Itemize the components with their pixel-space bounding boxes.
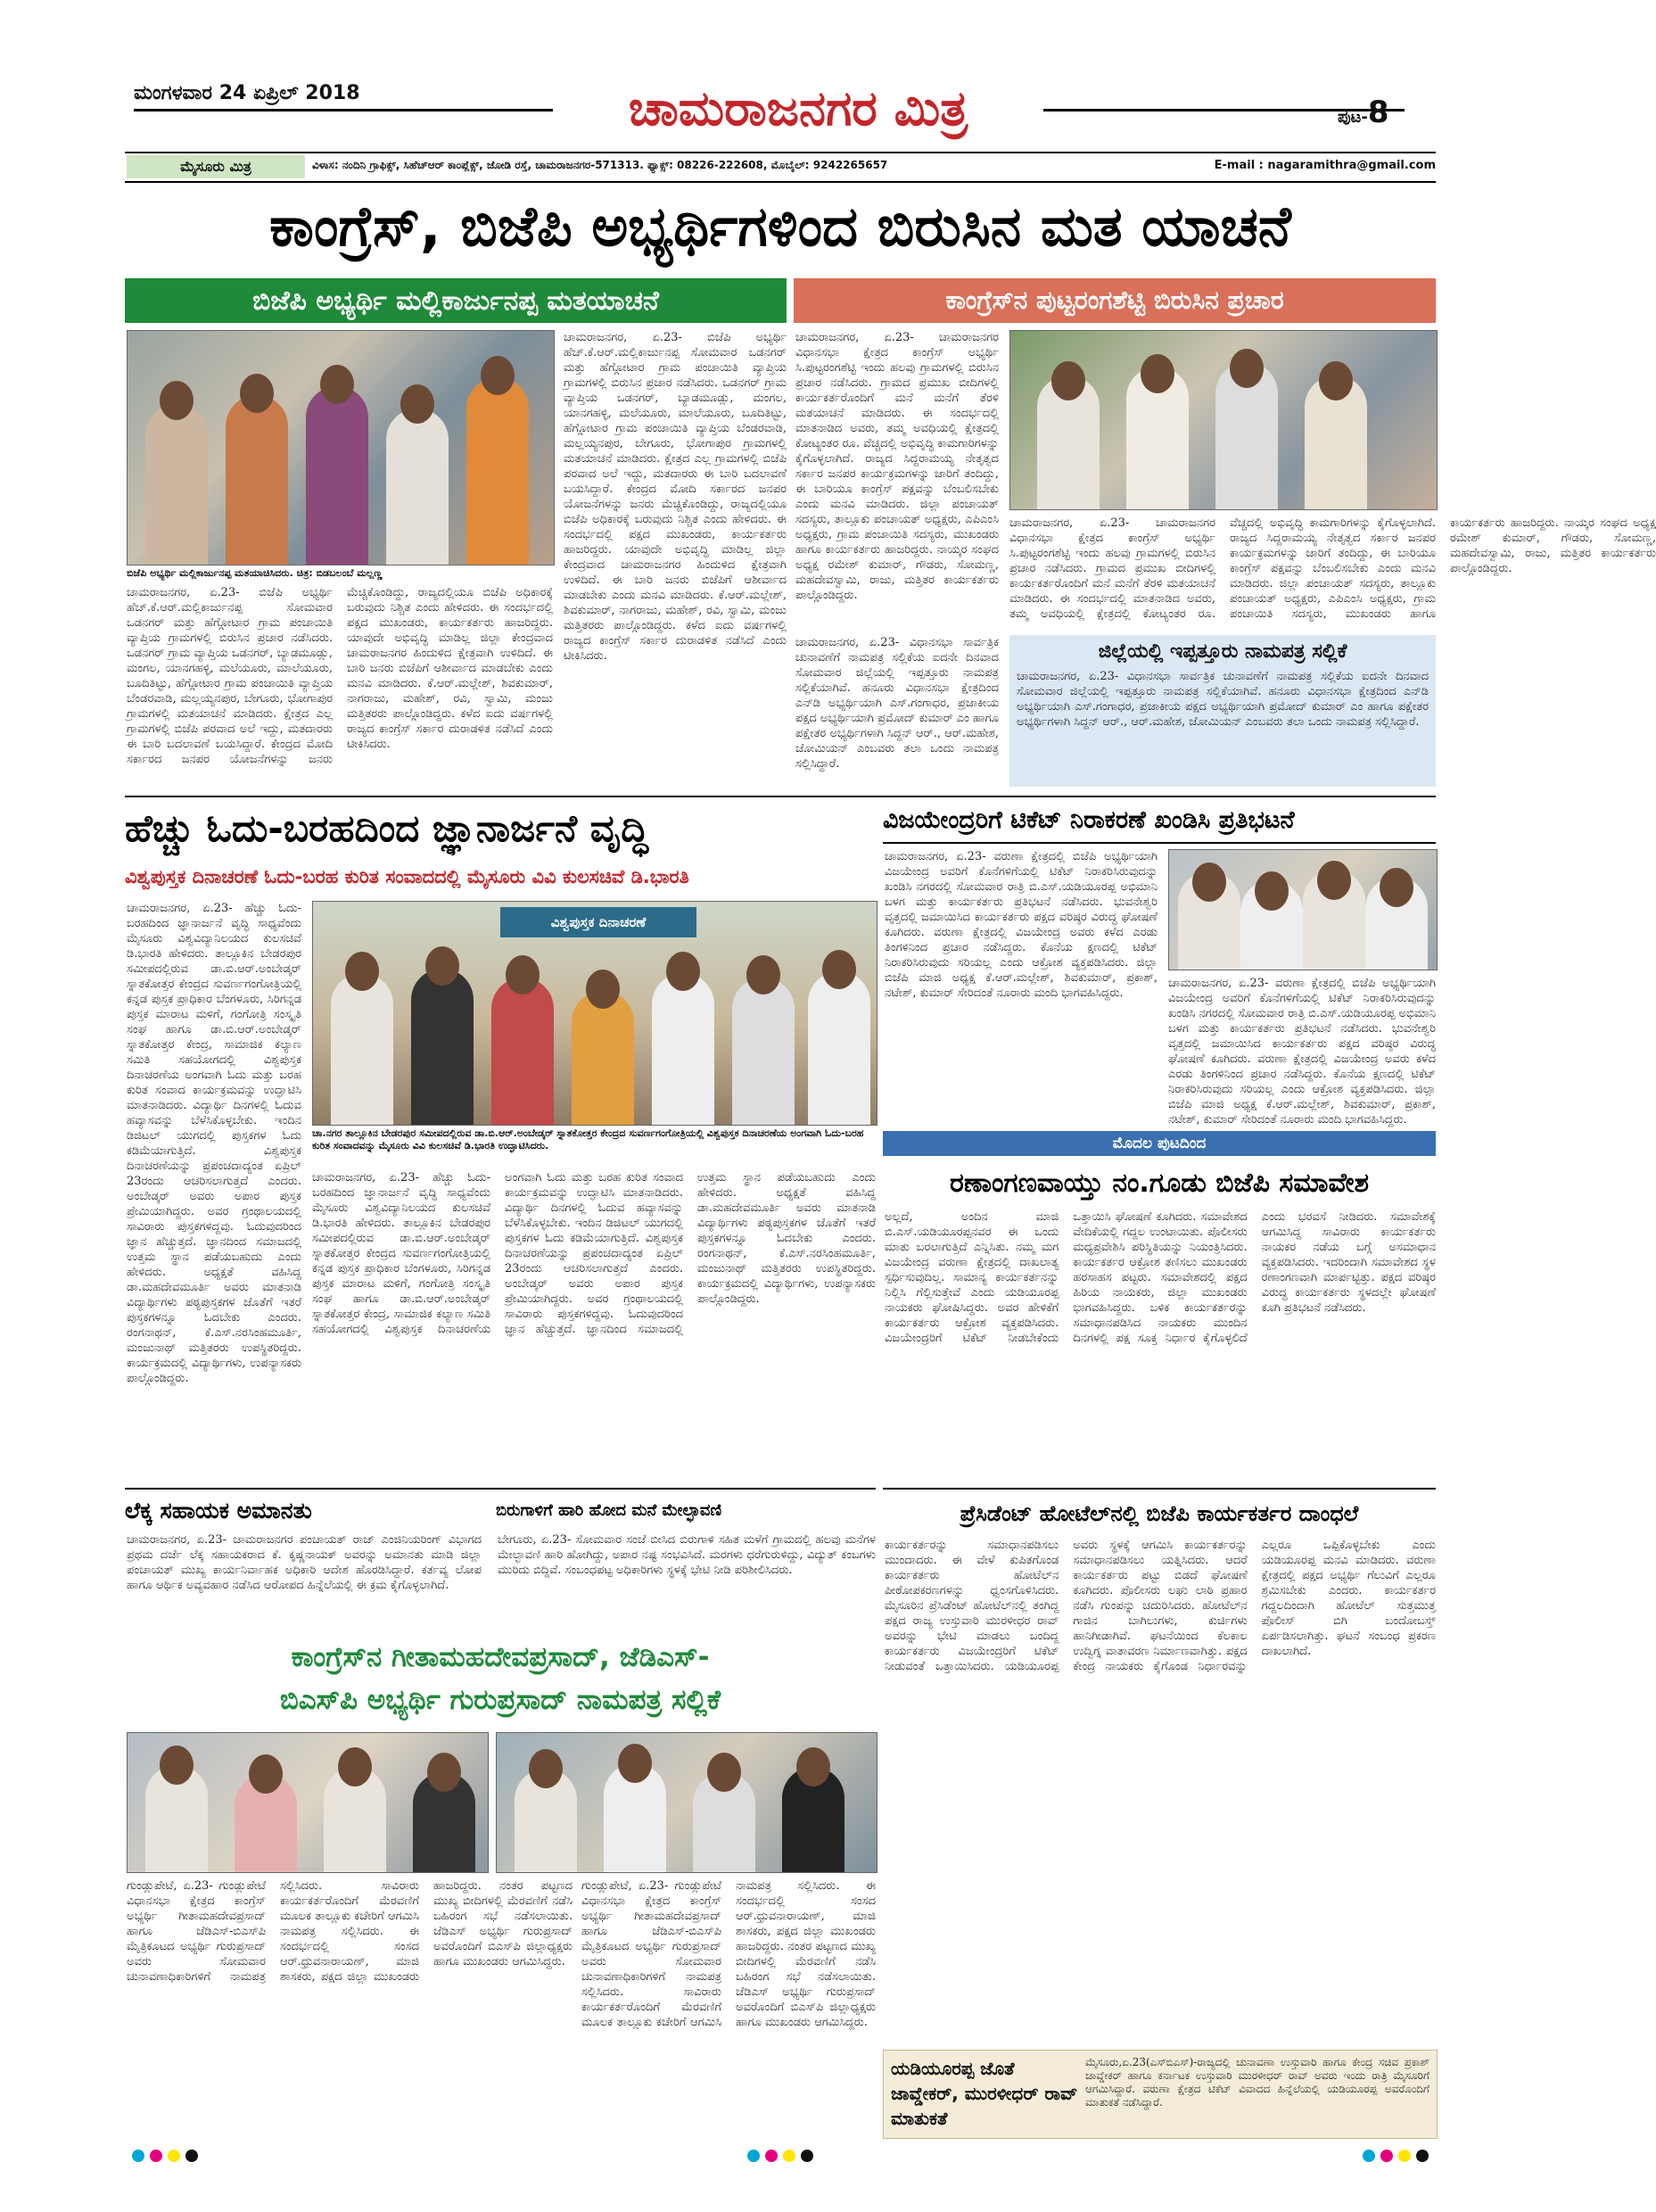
lead-left-body-b: ಚಾಮರಾಜನಗರ, ಏ.23- ಬಿಜೆಪಿ ಅಭ್ಯರ್ಥಿ ಹೆಚ್.ಕೆ.ಆರ್.ಮಲ್ಲಿಕಾರ್ಜುನಪ್ಪ ಸೋಮವಾರ ಒಡನಗರ್ ಮತ್ತು ಹೆಗ್ಗೋಟಾರ ಗ್ರಾಮ ಪಂಚಾಯಿತಿ ವ್ಯಾಪ್ತಿಯ ಗ್ರಾಮಗಳಲ್ಲಿ ಬಿರುಸಿನ ಪ್ರಚಾರ ನಡೆಸಿದರು. ಒಡನಗರ್ ಗ್ರಾಮ ವ್ಯಾಪ್ತಿಯ ಒಡನಗರ್, ಬ್ಯಾಡಮೂಡ್ಲು, ಮಂಗಲ, ಯಾನಗಹಳ್ಳಿ, ಮಲೆಯೂರು, ಮಾಲೆಯೂರು, ಬೂದಿತಿಟ್ಟು, ಹೆಗ್ಗೋಟಾರ ಗ್ರಾಮ ಪಂಚಾಯಿತಿ ವ್ಯಾಪ್ತಿಯ ಬೆಂಡರವಾಡಿ, ಮಲ್ಲಯ್ಯನಪುರ, ಬೇಗೂರು, ಭೋಗಾಪುರ ಗ್ರಾಮಗಳಲ್ಲಿ ಮತಯಾಚನೆ ಮಾಡಿದರು. ಕ್ಷೇತ್ರದ ಎಲ್ಲ ಗ್ರಾಮಗಳಲ್ಲಿ ಬಿಜೆಪಿ ಪರವಾದ ಅಲೆ ಇದ್ದು, ಮತದಾರರು ಈ ಬಾರಿ ಬದಲಾವಣೆ ಬಯಸಿದ್ದಾರೆ. ಕೇಂದ್ರದ ಮೋದಿ ಸರ್ಕಾರದ ಜನಪರ ಯೋಜನೆಗಳನ್ನು ಜನರು ಮೆಚ್ಚಿಕೊಂಡಿದ್ದು, ರಾಜ್ಯದಲ್ಲಿಯೂ ಬಿಜೆಪಿ ಅಧಿಕಾರಕ್ಕೆ ಬರುವುದು ನಿಶ್ಚಿತ ಎಂದು ಹೇಳಿದರು. ಈ ಸಂದರ್ಭದಲ್ಲಿ ಪಕ್ಷದ ಮುಖಂಡರು, ಕಾರ್ಯಕರ್ತರು ಹಾಜರಿದ್ದರು. ಯಾವುದೇ ಅಭಿವೃದ್ಧಿ ಮಾಡಿಲ್ಲ ಜಿಲ್ಲಾ ಕೇಂದ್ರವಾದ ಚಾಮರಾಜನಗರ ಹಿಂದುಳಿದ ಕ್ಷೇತ್ರವಾಗಿ ಉಳಿದಿದೆ. ಈ ಬಾರಿ ಜನರು ಬಿಜೆಪಿಗೆ ಆಶೀರ್ವಾದ ಮಾಡಬೇಕು ಎಂದು ಮನವಿ ಮಾಡಿದರು. ಕೆ.ಆರ್.ಮಲ್ಲೇಶ್, ಶಿವಕುಮಾರ್, ನಾಗರಾಜು, ಮಹೇಶ್, ರವಿ, ಸ್ವಾಮಿ, ಮಂಜು ಮತ್ತಿತರರು ಪಾಲ್ಗೊಂಡಿದ್ದರು. ಕಳೆದ ಐದು ವರ್ಷಗಳಲ್ಲಿ ರಾಜ್ಯದ ಕಾಂಗ್ರೆಸ್ ಸರ್ಕಾರ ದುರಾಡಳಿತ ನಡೆಸಿದೆ ಎಂದು ಟೀಕಿಸಿದರು. [564,331,787,663]
geetha-photo-left [127,1732,489,1873]
nominations-body-left: ಚಾಮರಾಜನಗರ, ಏ.23- ವಿಧಾನಸಭಾ ಸಾರ್ವತ್ರಿಕ ಚುನಾವಣೆಗೆ ನಾಮಪತ್ರ ಸಲ್ಲಿಕೆಯ ಐದನೇ ದಿನವಾದ ಸೋಮವಾರ ಜಿಲ್ಲೆಯಲ್ಲಿ ಇಪ್ಪತ್ತೂರು ನಾಮಪತ್ರ ಸಲ್ಲಿಕೆಯಾಗಿವೆ. ಹನೂರು ವಿಧಾನಸಭಾ ಕ್ಷೇತ್ರದಿಂದ ಎನ್‌ಡಿ ಅಭ್ಯರ್ಥಿಯಾಗಿ ಎಸ್.ಗಂಗಾಧರ, ಪ್ರಜಾಕೀಯ ಪಕ್ಷದ ಅಭ್ಯರ್ಥಿಯಾಗಿ ಪ್ರಮೋದ್ ಕುಮಾರ್ ಎಂ ಹಾಗೂ ಪಕ್ಷೇತರ ಅಭ್ಯರ್ಥಿಗಳಾಗಿ ಸಿದ್ದನ್ ಆರ್., ಆರ್.ಮಹೇಶ, ಜೋಮಿಯನ್ ಎಂಬವರು ತಲಾ ಒಂದು ನಾಮಪತ್ರ ಸಲ್ಲಿಸಿದ್ದಾರೆ. [795,636,999,771]
lead-left-photo [127,330,555,565]
short2-body: ಬೇಗೂರು, ಏ.23- ಸೋಮವಾರ ಸಂಜೆ ಬೀಸಿದ ಬಿರುಗಾಳಿ ಸಹಿತ ಮಳೆಗೆ ಗ್ರಾಮದಲ್ಲಿ ಹಲವು ಮನೆಗಳ ಮೇಲ್ಛಾವಣಿ ಹಾರಿ ಹೋಗಿದ್ದು, ಅಪಾರ ನಷ್ಟ ಸಂಭವಿಸಿದೆ. ಮರಗಳು ಧರೆಗುರುಳಿದ್ದು, ವಿದ್ಯುತ್ ಕಂಬಗಳು ಮುರಿದು ಬಿದ್ದಿವೆ. ಸಂಬಂಧಪಟ್ಟ ಅಧಿಕಾರಿಗಳು ಸ್ಥಳಕ್ಕೆ ಭೇಟಿ ನೀಡಿ ಪರಿಶೀಲಿಸಿದರು. [498,1533,876,1577]
short2-headline: ಬಿರುಗಾಳಿಗೆ ಹಾರಿ ಹೋದ ಮನೆ ಮೇಲ್ಛಾವಣಿ [496,1501,722,1520]
reading-photo [312,901,877,1126]
hotel-headline: ಪ್ರೆಸಿಡೆಂಟ್ ಹೋಟೆಲ್‌ನಲ್ಲಿ ಬಿಜೆಪಿ ಕಾರ್ಯಕರ್ತರ ದಾಂಧಲೆ [960,1501,1359,1526]
hotel-body: ಕಾರ್ಯಕರ್ತರನ್ನು ಸಮಾಧಾನಪಡಿಸಲು ಮುಂದಾದರು. ಈ ವೇಳೆ ಕುಪಿತಗೊಂಡ ಕಾರ್ಯಕರ್ತರು ಹೋಟೆಲ್‌ನ ಪೀಠೋಪಕರಣಗಳನ್ನು ಧ್ವಂಸಗೊಳಿಸಿದರು. ಮೈಸೂರಿನ ಪ್ರೆಸಿಡೆಂಟ್ ಹೋಟೆಲ್‌ನಲ್ಲಿ ತಂಗಿದ್ದ ಪಕ್ಷದ ರಾಜ್ಯ ಉಸ್ತುವಾರಿ ಮುರಳೀಧರ ರಾವ್ ಅವರನ್ನು ಭೇಟಿ ಮಾಡಲು ಬಂದಿದ್ದ ಕಾರ್ಯಕರ್ತರು ವಿಜಯೇಂದ್ರರಿಗೆ ಟಿಕೆಟ್ ನೀಡುವಂತೆ ಒತ್ತಾಯಿಸಿದರು. ಯಡಿಯೂರಪ್ಪ ಅವರು ಸ್ಥಳಕ್ಕೆ ಆಗಮಿಸಿ ಕಾರ್ಯಕರ್ತರನ್ನು ಸಮಾಧಾನಪಡಿಸಲು ಯತ್ನಿಸಿದರು. ಆದರೆ ಕಾರ್ಯಕರ್ತರು ಪಟ್ಟು ಬಿಡದೆ ಘೋಷಣೆ ಕೂಗಿದರು. ಪೊಲೀಸರು ಲಘು ಲಾಠಿ ಪ್ರಹಾರ ನಡೆಸಿ ಗುಂಪನ್ನು ಚದುರಿಸಿದರು. ಹೋಟೆಲ್‌ನ ಗಾಜಿನ ಬಾಗಿಲುಗಳು, ಕುರ್ಚಿಗಳು ಹಾನಿಗೀಡಾಗಿವೆ. ಘಟನೆಯಿಂದ ಕೆಲಕಾಲ ಉದ್ವಿಗ್ನ ವಾತಾವರಣ ನಿರ್ಮಾಣವಾಗಿತ್ತು. ಪಕ್ಷದ ಕೇಂದ್ರ ನಾಯಕರು ಕೈಗೊಂಡ ನಿರ್ಧಾರವನ್ನು ಎಲ್ಲರೂ ಒಪ್ಪಿಕೊಳ್ಳಬೇಕು ಎಂದು ಯಡಿಯೂರಪ್ಪ ಮನವಿ ಮಾಡಿದರು. ವರುಣಾ ಕ್ಷೇತ್ರದಲ್ಲಿ ಪಕ್ಷದ ಅಭ್ಯರ್ಥಿ ಗೆಲುವಿಗೆ ಎಲ್ಲರೂ ಶ್ರಮಿಸಬೇಕು ಎಂದರು. ಕಾರ್ಯಕರ್ತರ ಗದ್ದಲದಿಂದಾಗಿ ಹೋಟೆಲ್ ಸುತ್ತಮುತ್ತ ಪೊಲೀಸ್ ಬಿಗಿ ಬಂದೋಬಸ್ತ್ ಏರ್ಪಡಿಸಲಾಗಿತ್ತು. ಘಟನೆ ಸಂಬಂಧ ಪ್ರಕರಣ ದಾಖಲಾಗಿದೆ. [885,1539,1436,1673]
bottom-body: ಮೈಸೂರು,ಏ.23(ಎಸ್‌ಬಿಎಸ್)-ರಾಜ್ಯದಲ್ಲಿ ಚುನಾವಣಾ ಉಸ್ತುವಾರಿ ಹಾಗೂ ಕೇಂದ್ರ ಸಚಿವ ಪ್ರಕಾಶ್ ಜಾವ್ಡೇಕರ್ ಹಾಗೂ ಕರ್ನಾಟಕ ಉಸ್ತುವಾರಿ ಮುರಳೀಧರ್ ರಾವ್ ಅವರು ಇಂದು ರಾತ್ರಿ ಮೈಸೂರಿಗೆ ಆಗಮಿಸಿದ್ದಾರೆ. ವರುಣಾ ಕ್ಷೇತ್ರದ ಟಿಕೆಟ್ ವಿವಾದದ ಹಿನ್ನೆಲೆಯಲ್ಲಿ ಯಡಿಯೂರಪ್ಪ ಅವರೊಂದಿಗೆ ಮಾತುಕತೆ ನಡೆಸಿದ್ದಾರೆ. [1085,2056,1429,2109]
reading-caption: ಚಾ.ನಗರ ತಾಲ್ಲೂಕಿನ ಬೇಡರಪುರ ಸಮೀಪದಲ್ಲಿರುವ ಡಾ.ಬಿ.ಆರ್.ಅಂಬೇಡ್ಕರ್ ಸ್ನಾತಕೋತ್ತರ ಕೇಂದ್ರದ ಸುವರ್ಣಗಂಗೋತ್ರಿಯಲ್ಲಿ ವಿಶ್ವಪುಸ್ತಕ ದಿನಾಚರಣೆಯ ಅಂಗವಾಗಿ ಓದು-ಬರಹ ಕುರಿತ ಸಂವಾದವನ್ನು ಮೈಸೂರು ವಿವಿ ಕುಲಸಚಿವೆ ಡಿ.ಭಾರತಿ ಉದ್ಘಾಟಿಸಿದರು. [312,1127,864,1151]
edition-tag: ಮೈಸೂರು ಮಿತ್ರ [127,155,305,178]
nominations-body: ಚಾಮರಾಜನಗರ, ಏ.23- ವಿಧಾನಸಭಾ ಸಾರ್ವತ್ರಿಕ ಚುನಾವಣೆಗೆ ನಾಮಪತ್ರ ಸಲ್ಲಿಕೆಯ ಐದನೇ ದಿನವಾದ ಸೋಮವಾರ ಜಿಲ್ಲೆಯಲ್ಲಿ ಇಪ್ಪತ್ತೂರು ನಾಮಪತ್ರ ಸಲ್ಲಿಕೆಯಾಗಿವೆ. ಹನೂರು ವಿಧಾನಸಭಾ ಕ್ಷೇತ್ರದಿಂದ ಎನ್‌ಡಿ ಅಭ್ಯರ್ಥಿಯಾಗಿ ಎಸ್.ಗಂಗಾಧರ, ಪ್ರಜಾಕೀಯ ಪಕ್ಷದ ಅಭ್ಯರ್ಥಿಯಾಗಿ ಪ್ರಮೋದ್ ಕುಮಾರ್ ಎಂ ಹಾಗೂ ಪಕ್ಷೇತರ ಅಭ್ಯರ್ಥಿಗಳಾಗಿ ಸಿದ್ದನ್ ಆರ್., ಆರ್.ಮಹೇಶ, ಜೋಮಿಯನ್ ಎಂಬವರು ತಲಾ ಒಂದು ನಾಮಪತ್ರ ಸಲ್ಲಿಸಿದ್ದಾರೆ. [1017,670,1429,729]
info-rule-top [125,152,1436,153]
protest-body-a: ಚಾಮರಾಜನಗರ, ಏ.23- ವರುಣಾ ಕ್ಷೇತ್ರದಲ್ಲಿ ಬಿಜೆಪಿ ಅಭ್ಯರ್ಥಿಯಾಗಿ ವಿಜಯೇಂದ್ರ ಅವರಿಗೆ ಕೊನೆಗಳಿಗೆಯಲ್ಲಿ ಟಿಕೆಟ್ ನಿರಾಕರಿಸಿರುವುದನ್ನು ಖಂಡಿಸಿ ನಗರದಲ್ಲಿ ಸೋಮವಾರ ರಾತ್ರಿ ಬಿ.ಎಸ್.ಯಡಿಯೂರಪ್ಪ ಅಭಿಮಾನಿ ಬಳಗ ಮತ್ತು ಕಾರ್ಯಕರ್ತರು ಪ್ರತಿಭಟನೆ ನಡೆಸಿದರು. ಭುವನೇಶ್ವರಿ ವೃತ್ತದಲ್ಲಿ ಜಮಾಯಿಸಿದ ಕಾರ್ಯಕರ್ತರು ಪಕ್ಷದ ವರಿಷ್ಠರ ವಿರುದ್ಧ ಘೋಷಣೆ ಕೂಗಿದರು. ವರುಣಾ ಕ್ಷೇತ್ರದಲ್ಲಿ ವಿಜಯೇಂದ್ರ ಅವರು ಕಳೆದ ಎರಡು ತಿಂಗಳಿನಿಂದ ಪ್ರಚಾರ ನಡೆಸಿದ್ದರು. ಕೊನೆಯ ಕ್ಷಣದಲ್ಲಿ ಟಿಕೆಟ್ ನಿರಾಕರಿಸಿರುವುದು ಸರಿಯಲ್ಲ ಎಂದು ಆಕ್ರೋಶ ವ್ಯಕ್ತಪಡಿಸಿದರು. ಜಿಲ್ಲಾ ಬಿಜೆಪಿ ಮಾಜಿ ಅಧ್ಯಕ್ಷ ಕೆ.ಆರ್.ಮಲ್ಲೇಶ್, ಶಿವಕುಮಾರ್, ಪ್ರಕಾಶ್, ನಟೇಶ್, ಕುಮಾರ್ ಸೇರಿದಂತೆ ನೂರಾರು ಮಂದಿ ಭಾಗವಹಿಸಿದ್ದರು. [885,850,1158,1000]
masthead-email: E-mail : nagaramithra@gmail.com [1214,159,1436,172]
lead-right-body-a: ಚಾಮರಾಜನಗರ, ಏ.23- ಚಾಮರಾಜನಗರ ವಿಧಾನಸಭಾ ಕ್ಷೇತ್ರದ ಕಾಂಗ್ರೆಸ್ ಅಭ್ಯರ್ಥಿ ಸಿ.ಪುಟ್ಟರಂಗಶೆಟ್ಟಿ ಇಂದು ಹಲವು ಗ್ರಾಮಗಳಲ್ಲಿ ಬಿರುಸಿನ ಪ್ರಚಾರ ನಡೆಸಿದರು. ಗ್ರಾಮದ ಪ್ರಮುಖ ಬೀದಿಗಳಲ್ಲಿ ಕಾರ್ಯಕರ್ತರೊಂದಿಗೆ ಮನೆ ಮನೆಗೆ ತೆರಳಿ ಮತಯಾಚನೆ ಮಾಡಿದರು. ಈ ಸಂದರ್ಭದಲ್ಲಿ ಮಾತನಾಡಿದ ಅವರು, ತಮ್ಮ ಅವಧಿಯಲ್ಲಿ ಕ್ಷೇತ್ರದಲ್ಲಿ ಕೋಟ್ಯಂತರ ರೂ. ವೆಚ್ಚದಲ್ಲಿ ಅಭಿವೃದ್ಧಿ ಕಾಮಗಾರಿಗಳನ್ನು ಕೈಗೊಳ್ಳಲಾಗಿದೆ. ರಾಜ್ಯದ ಸಿದ್ದರಾಮಯ್ಯ ನೇತೃತ್ವದ ಸರ್ಕಾರ ಜನಪರ ಕಾರ್ಯಕ್ರಮಗಳನ್ನು ಜಾರಿಗೆ ತಂದಿದ್ದು, ಈ ಬಾರಿಯೂ ಕಾಂಗ್ರೆಸ್ ಪಕ್ಷವನ್ನು ಬೆಂಬಲಿಸಬೇಕು ಎಂದು ಮನವಿ ಮಾಡಿದರು. ಜಿಲ್ಲಾ ಪಂಚಾಯತ್ ಸದಸ್ಯರು, ತಾಲ್ಲೂಕು ಪಂಚಾಯತ್ ಅಧ್ಯಕ್ಷರು, ಎಪಿಎಂಸಿ ಅಧ್ಯಕ್ಷರು, ಗ್ರಾಮ ಪಂಚಾಯಿತಿ ಸದಸ್ಯರು, ಮುಖಂಡರು ಹಾಗೂ ಕಾರ್ಯಕರ್ತರು ಹಾಜರಿದ್ದರು. ನಾಯ್ಕರ ಸಂಘದ ಅಧ್ಯಕ್ಷ ರಮೇಶ್ ಕುಮಾರ್, ಗೌಡರು, ಸೋಮಣ್ಣ, ಮಹದೇವಸ್ವಾಮಿ, ರಾಜು, ಮತ್ತಿತರ ಕಾರ್ಯಕರ್ತರು ಪಾಲ್ಗೊಂಡಿದ್ದರು. [795,331,999,602]
lead-headline: ಕಾಂಗ್ರೆಸ್, ಬಿಜೆಪಿ ಅಭ್ಯರ್ಥಿಗಳಿಂದ ಬಿರುಸಿನ ಮತ ಯಾಚನೆ [269,194,1291,259]
lead-right-body-b: ಚಾಮರಾಜನಗರ, ಏ.23- ಚಾಮರಾಜನಗರ ವಿಧಾನಸಭಾ ಕ್ಷೇತ್ರದ ಕಾಂಗ್ರೆಸ್ ಅಭ್ಯರ್ಥಿ ಸಿ.ಪುಟ್ಟರಂಗಶೆಟ್ಟಿ ಇಂದು ಹಲವು ಗ್ರಾಮಗಳಲ್ಲಿ ಬಿರುಸಿನ ಪ್ರಚಾರ ನಡೆಸಿದರು. ಗ್ರಾಮದ ಪ್ರಮುಖ ಬೀದಿಗಳಲ್ಲಿ ಕಾರ್ಯಕರ್ತರೊಂದಿಗೆ ಮನೆ ಮನೆಗೆ ತೆರಳಿ ಮತಯಾಚನೆ ಮಾಡಿದರು. ಈ ಸಂದರ್ಭದಲ್ಲಿ ಮಾತನಾಡಿದ ಅವರು, ತಮ್ಮ ಅವಧಿಯಲ್ಲಿ ಕ್ಷೇತ್ರದಲ್ಲಿ ಕೋಟ್ಯಂತರ ರೂ. ವೆಚ್ಚದಲ್ಲಿ ಅಭಿವೃದ್ಧಿ ಕಾಮಗಾರಿಗಳನ್ನು ಕೈಗೊಳ್ಳಲಾಗಿದೆ. ರಾಜ್ಯದ ಸಿದ್ದರಾಮಯ್ಯ ನೇತೃತ್ವದ ಸರ್ಕಾರ ಜನಪರ ಕಾರ್ಯಕ್ರಮಗಳನ್ನು ಜಾರಿಗೆ ತಂದಿದ್ದು, ಈ ಬಾರಿಯೂ ಕಾಂಗ್ರೆಸ್ ಪಕ್ಷವನ್ನು ಬೆಂಬಲಿಸಬೇಕು ಎಂದು ಮನವಿ ಮಾಡಿದರು. ಜಿಲ್ಲಾ ಪಂಚಾಯತ್ ಸದಸ್ಯರು, ತಾಲ್ಲೂಕು ಪಂಚಾಯತ್ ಅಧ್ಯಕ್ಷರು, ಎಪಿಎಂಸಿ ಅಧ್ಯಕ್ಷರು, ಗ್ರಾಮ ಪಂಚಾಯಿತಿ ಸದಸ್ಯರು, ಮುಖಂಡರು ಹಾಗೂ ಕಾರ್ಯಕರ್ತರು ಹಾಜರಿದ್ದರು. ನಾಯ್ಕರ ಸಂಘದ ಅಧ್ಯಕ್ಷ ರಮೇಶ್ ಕುಮಾರ್, ಗೌಡರು, ಸೋಮಣ್ಣ, ಮಹದೇವಸ್ವಾಮಿ, ರಾಜು, ಮತ್ತಿತರ ಕಾರ್ಯಕರ್ತರು ಪಾಲ್ಗೊಂಡಿದ್ದರು. [1009,516,1656,621]
nominations-box [1009,635,1436,787]
protest-rule [883,842,1436,844]
reading-headline: ಹೆಚ್ಚು ಓದು-ಬರಹದಿಂದ ಜ್ಞಾನಾರ್ಜನೆ ವೃದ್ಧಿ [125,806,648,850]
reading-body-b: ಚಾಮರಾಜನಗರ, ಏ.23- ಹೆಚ್ಚು ಓದು-ಬರಹದಿಂದ ಜ್ಞಾನಾರ್ಜನೆ ವೃದ್ಧಿ ಸಾಧ್ಯವೆಂದು ಮೈಸೂರು ವಿಶ್ವವಿದ್ಯಾನಿಲಯದ ಕುಲಸಚಿವೆ ಡಿ.ಭಾರತಿ ಹೇಳಿದರು. ತಾಲ್ಲೂಕಿನ ಬೇಡರಪುರ ಸಮೀಪದಲ್ಲಿರುವ ಡಾ.ಬಿ.ಆರ್.ಅಂಬೇಡ್ಕರ್ ಸ್ನಾತಕೋತ್ತರ ಕೇಂದ್ರದ ಸುವರ್ಣಗಂಗೋತ್ರಿಯಲ್ಲಿ ಕನ್ನಡ ಪುಸ್ತಕ ಪ್ರಾಧಿಕಾರ ಬೆಂಗಳೂರು, ಸಿರಿಗನ್ನಡ ಪುಸ್ತಕ ಮಾರಾಟ ಮಳಿಗೆ, ಗಂಗೋತ್ರಿ ಸಂಸ್ಕೃತಿ ಸಂಘ ಹಾಗೂ ಡಾ.ಬಿ.ಆರ್.ಅಂಬೇಡ್ಕರ್ ಸ್ನಾತಕೋತ್ತರ ಕೇಂದ್ರ, ಸಾಮಾಜಿಕ ಕಲ್ಯಾಣ ಸಮಿತಿ ಸಹಯೋಗದಲ್ಲಿ ವಿಶ್ವಪುಸ್ತಕ ದಿನಾಚರಣೆಯ ಅಂಗವಾಗಿ ಓದು ಮತ್ತು ಬರಹ ಕುರಿತ ಸಂವಾದ ಕಾರ್ಯಕ್ರಮವನ್ನು ಉದ್ಘಾಟಿಸಿ ಮಾತನಾಡಿದರು. ವಿದ್ಯಾರ್ಥಿ ದಿನಗಳಲ್ಲಿ ಓದುವ ಹವ್ಯಾಸವನ್ನು ಬೆಳೆಸಿಕೊಳ್ಳಬೇಕು. ಇಂದಿನ ಡಿಜಿಟಲ್ ಯುಗದಲ್ಲಿ ಪುಸ್ತಕಗಳ ಓದು ಕಡಿಮೆಯಾಗುತ್ತಿದೆ. ವಿಶ್ವಪುಸ್ತಕ ದಿನಾಚರಣೆಯನ್ನು ಪ್ರಪಂಚದಾದ್ಯಂತ ಏಪ್ರಿಲ್ 23ರಂದು ಆಚರಿಸಲಾಗುತ್ತದೆ ಎಂದರು. ಅಂಬೇಡ್ಕರ್ ಅವರು ಅಪಾರ ಪುಸ್ತಕ ಪ್ರೇಮಿಯಾಗಿದ್ದರು. ಅವರ ಗ್ರಂಥಾಲಯದಲ್ಲಿ ಸಾವಿರಾರು ಪುಸ್ತಕಗಳಿದ್ದವು. ಓದುವುದರಿಂದ ಜ್ಞಾನ ಹೆಚ್ಚುತ್ತದೆ. ಜ್ಞಾನದಿಂದ ಸಮಾಜದಲ್ಲಿ ಉತ್ತಮ ಸ್ಥಾನ ಪಡೆಯಬಹುದು ಎಂದು ಹೇಳಿದರು. ಅಧ್ಯಕ್ಷತೆ ವಹಿಸಿದ್ದ ಡಾ.ಮಹದೇವಮೂರ್ತಿ ಅವರು ಮಾತನಾಡಿ ವಿದ್ಯಾರ್ಥಿಗಳು ಪಠ್ಯಪುಸ್ತಕಗಳ ಜೊತೆಗೆ ಇತರೆ ಪುಸ್ತಕಗಳನ್ನೂ ಓದಬೇಕು ಎಂದರು. ರಂಗನಾಥನ್, ಕೆ.ಎಸ್.ನರಸಿಂಹಮೂರ್ತಿ, ಮಂಜುನಾಥ್ ಮತ್ತಿತರರು ಉಪಸ್ಥಿತರಿದ್ದರು. ಕಾರ್ಯಕ್ರಮದಲ್ಲಿ ವಿದ್ಯಾರ್ಥಿಗಳು, ಉಪನ್ಯಾಸಕರು ಪಾಲ್ಗೊಂಡಿದ್ದರು. [312,1171,876,1336]
short1-headline: ಲೆಕ್ಕ ಸಹಾಯಕ ಅಮಾನತು [125,1498,312,1523]
page-number: 8 [1367,95,1389,130]
short1-body: ಚಾಮರಾಜನಗರ, ಏ.23- ಚಾಮರಾಜನಗರ ಪಂಚಾಯತ್ ರಾಜ್ ಎಂಜಿನಿಯರಿಂಗ್ ವಿಭಾಗದ ಪ್ರಥಮ ದರ್ಜೆ ಲೆಕ್ಕ ಸಹಾಯಕರಾದ ಕೆ. ಕೃಷ್ಣನಾಯಕ್ ಅವರನ್ನು ಅಮಾನತು ಮಾಡಿ ಜಿಲ್ಲಾ ಪಂಚಾಯತ್ ಮುಖ್ಯ ಕಾರ್ಯನಿರ್ವಾಹಕ ಅಧಿಕಾರಿ ಆದೇಶ ಹೊರಡಿಸಿದ್ದಾರೆ. ಕರ್ತವ್ಯ ಲೋಪ ಹಾಗೂ ಆರ್ಥಿಕ ಅವ್ಯವಹಾರ ನಡೆಸಿದ ಆರೋಪದ ಹಿನ್ನೆಲೆಯಲ್ಲಿ ಈ ಕ್ರಮ ಕೈಗೊಳ್ಳಲಾಗಿದೆ. [127,1533,482,1592]
page-number-box [1338,95,1389,130]
reading-subhead: ವಿಶ್ವಪುಸ್ತಕ ದಿನಾಚರಣೆ ಓದು-ಬರಹ ಕುರಿತ ಸಂವಾದದಲ್ಲಿ ಮೈಸೂರು ವಿವಿ ಕುಲಸಚಿವೆ ಡಿ.ಭಾರತಿ [125,866,689,887]
lead-right-banner: ಕಾಂಗ್ರೆಸ್‌ನ ಪುಟ್ಟರಂಗಶೆಟ್ಟಿ ಬಿರುಸಿನ ಪ್ರಚಾರ [794,278,1436,323]
reading-photo-banner: ವಿಶ್ವಪುಸ್ತಕ ದಿನಾಚರಣೆ [500,907,696,937]
masthead-address: ವಿಳಾಸ: ನಂದಿನಿ ಗ್ರಾಫಿಕ್ಸ್, ಸಿಹೆಚ್‌ಆರ್ ಕಾಂಪ್ಲೆಕ್ಸ್, ಜೋಡಿ ರಸ್ತೆ, ಚಾಮರಾಜನಗರ-571313. ಫ್ಯಾಕ್ಸ್: 08226-222608, ಮೊಬೈಲ್: 9242265657 [312,159,888,171]
section-rule-2 [125,1488,876,1490]
protest-headline: ವಿಜಯೇಂದ್ರರಿಗೆ ಟಿಕೆಟ್ ನಿರಾಕರಣೆ ಖಂಡಿಸಿ ಪ್ರತಿಭಟನೆ [883,806,1295,834]
geetha-headline-line2: ಬಿಎಸ್‌ಪಿ ಅಭ್ಯರ್ಥಿ ಗುರುಪ್ರಸಾದ್ ನಾಮಪತ್ರ ಸಲ್ಲಿಕೆ [279,1684,721,1716]
section-rule-1 [125,796,1436,797]
page-label: ಪುಟ- [1338,108,1368,127]
geetha-photo-right [496,1732,877,1873]
section-rule-3 [883,1488,1436,1490]
reading-body-a: ಚಾಮರಾಜನಗರ, ಏ.23- ಹೆಚ್ಚು ಓದು-ಬರಹದಿಂದ ಜ್ಞಾನಾರ್ಜನೆ ವೃದ್ಧಿ ಸಾಧ್ಯವೆಂದು ಮೈಸೂರು ವಿಶ್ವವಿದ್ಯಾನಿಲಯದ ಕುಲಸಚಿವೆ ಡಿ.ಭಾರತಿ ಹೇಳಿದರು. ತಾಲ್ಲೂಕಿನ ಬೇಡರಪುರ ಸಮೀಪದಲ್ಲಿರುವ ಡಾ.ಬಿ.ಆರ್.ಅಂಬೇಡ್ಕರ್ ಸ್ನಾತಕೋತ್ತರ ಕೇಂದ್ರದ ಸುವರ್ಣಗಂಗೋತ್ರಿಯಲ್ಲಿ ಕನ್ನಡ ಪುಸ್ತಕ ಪ್ರಾಧಿಕಾರ ಬೆಂಗಳೂರು, ಸಿರಿಗನ್ನಡ ಪುಸ್ತಕ ಮಾರಾಟ ಮಳಿಗೆ, ಗಂಗೋತ್ರಿ ಸಂಸ್ಕೃತಿ ಸಂಘ ಹಾಗೂ ಡಾ.ಬಿ.ಆರ್.ಅಂಬೇಡ್ಕರ್ ಸ್ನಾತಕೋತ್ತರ ಕೇಂದ್ರ, ಸಾಮಾಜಿಕ ಕಲ್ಯಾಣ ಸಮಿತಿ ಸಹಯೋಗದಲ್ಲಿ ವಿಶ್ವಪುಸ್ತಕ ದಿನಾಚರಣೆಯ ಅಂಗವಾಗಿ ಓದು ಮತ್ತು ಬರಹ ಕುರಿತ ಸಂವಾದ ಕಾರ್ಯಕ್ರಮವನ್ನು ಉದ್ಘಾಟಿಸಿ ಮಾತನಾಡಿದರು. ವಿದ್ಯಾರ್ಥಿ ದಿನಗಳಲ್ಲಿ ಓದುವ ಹವ್ಯಾಸವನ್ನು ಬೆಳೆಸಿಕೊಳ್ಳಬೇಕು. ಇಂದಿನ ಡಿಜಿಟಲ್ ಯುಗದಲ್ಲಿ ಪುಸ್ತಕಗಳ ಓದು ಕಡಿಮೆಯಾಗುತ್ತಿದೆ. ವಿಶ್ವಪುಸ್ತಕ ದಿನಾಚರಣೆಯನ್ನು ಪ್ರಪಂಚದಾದ್ಯಂತ ಏಪ್ರಿಲ್ 23ರಂದು ಆಚರಿಸಲಾಗುತ್ತದೆ ಎಂದರು. ಅಂಬೇಡ್ಕರ್ ಅವರು ಅಪಾರ ಪುಸ್ತಕ ಪ್ರೇಮಿಯಾಗಿದ್ದರು. ಅವರ ಗ್ರಂಥಾಲಯದಲ್ಲಿ ಸಾವಿರಾರು ಪುಸ್ತಕಗಳಿದ್ದವು. ಓದುವುದರಿಂದ ಜ್ಞಾನ ಹೆಚ್ಚುತ್ತದೆ. ಜ್ಞಾನದಿಂದ ಸಮಾಜದಲ್ಲಿ ಉತ್ತಮ ಸ್ಥಾನ ಪಡೆಯಬಹುದು ಎಂದು ಹೇಳಿದರು. ಅಧ್ಯಕ್ಷತೆ ವಹಿಸಿದ್ದ ಡಾ.ಮಹದೇವಮೂರ್ತಿ ಅವರು ಮಾತನಾಡಿ ವಿದ್ಯಾರ್ಥಿಗಳು ಪಠ್ಯಪುಸ್ತಕಗಳ ಜೊತೆಗೆ ಇತರೆ ಪುಸ್ತಕಗಳನ್ನೂ ಓದಬೇಕು ಎಂದರು. ರಂಗನಾಥನ್, ಕೆ.ಎಸ್.ನರಸಿಂಹಮೂರ್ತಿ, ಮಂಜುನಾಥ್ ಮತ್ತಿತರರು ಉಪಸ್ಥಿತರಿದ್ದರು. ಕಾರ್ಯಕ್ರಮದಲ್ಲಿ ವಿದ್ಯಾರ್ಥಿಗಳು, ಉಪನ್ಯಾಸಕರು ಪಾಲ್ಗೊಂಡಿದ್ದರು. [127,902,301,1385]
masthead-rule-left [134,109,553,111]
lead-left-banner: ಬಿಜೆಪಿ ಅಭ್ಯರ್ಥಿ ಮಲ್ಲಿಕಾರ್ಜುನಪ್ಪ ಮತಯಾಚನೆ [125,278,787,323]
masthead-date: ಮಂಗಳವಾರ 24 ಏಪ್ರಿಲ್ 2018 [134,82,360,104]
bottom-box [883,2050,1438,2139]
lead-left-caption: ಬಿಜೆಪಿ ಅಭ್ಯರ್ಥಿ ಮಲ್ಲಿಕಾರ್ಜುನಪ್ಪ ಮತಯಾಚಿಸಿದರು. ಚಿತ್ರ: ಬಿಡಬಲಂಬೆ ಮಲ್ಲಣ್ಣ [127,567,383,579]
geetha-body-b: ಗುಂಡ್ಲುಪೇಟೆ, ಏ.23- ಗುಂಡ್ಲುಪೇಟೆ ವಿಧಾನಸಭಾ ಕ್ಷೇತ್ರದ ಕಾಂಗ್ರೆಸ್ ಅಭ್ಯರ್ಥಿ ಗೀತಾಮಹದೇವಪ್ರಸಾದ್ ಹಾಗೂ ಜೆಡಿಎಸ್-ಬಿಎಸ್‌ಪಿ ಮೈತ್ರಿಕೂಟದ ಅಭ್ಯರ್ಥಿ ಗುರುಪ್ರಸಾದ್ ಅವರು ಸೋಮವಾರ ಚುನಾವಣಾಧಿಕಾರಿಗಳಿಗೆ ನಾಮಪತ್ರ ಸಲ್ಲಿಸಿದರು. ಸಾವಿರಾರು ಕಾರ್ಯಕರ್ತರೊಂದಿಗೆ ಮೆರವಣಿಗೆ ಮೂಲಕ ತಾಲ್ಲೂಕು ಕಚೇರಿಗೆ ಆಗಮಿಸಿ ನಾಮಪತ್ರ ಸಲ್ಲಿಸಿದರು. ಈ ಸಂದರ್ಭದಲ್ಲಿ ಸಂಸದ ಆರ್.ಧ್ರುವನಾರಾಯಣ್, ಮಾಜಿ ಶಾಸಕರು, ಪಕ್ಷದ ಜಿಲ್ಲಾ ಮುಖಂಡರು ಹಾಜರಿದ್ದರು. ನಂತರ ಪಟ್ಟಣದ ಮುಖ್ಯ ಬೀದಿಗಳಲ್ಲಿ ಮೆರವಣಿಗೆ ನಡೆಸಿ ಬಹಿರಂಗ ಸಭೆ ನಡೆಸಲಾಯಿತು. ಜೆಡಿಎಸ್ ಅಭ್ಯರ್ಥಿ ಗುರುಪ್ರಸಾದ್ ಅವರೊಂದಿಗೆ ಬಿಎಸ್‌ಪಿ ಜಿಲ್ಲಾಧ್ಯಕ್ಷರು ಹಾಗೂ ಮುಖಂಡರು ಆಗಮಿಸಿದ್ದರು. [581,1879,876,2029]
nominations-title: ಜಿಲ್ಲೆಯಲ್ಲಿ ಇಪ್ಪತ್ತೂರು ನಾಮಪತ್ರ ಸಲ್ಲಿಕೆ [1098,640,1347,663]
geetha-body-a: ಗುಂಡ್ಲುಪೇಟೆ, ಏ.23- ಗುಂಡ್ಲುಪೇಟೆ ವಿಧಾನಸಭಾ ಕ್ಷೇತ್ರದ ಕಾಂಗ್ರೆಸ್ ಅಭ್ಯರ್ಥಿ ಗೀತಾಮಹದೇವಪ್ರಸಾದ್ ಹಾಗೂ ಜೆಡಿಎಸ್-ಬಿಎಸ್‌ಪಿ ಮೈತ್ರಿಕೂಟದ ಅಭ್ಯರ್ಥಿ ಗುರುಪ್ರಸಾದ್ ಅವರು ಸೋಮವಾರ ಚುನಾವಣಾಧಿಕಾರಿಗಳಿಗೆ ನಾಮಪತ್ರ ಸಲ್ಲಿಸಿದರು. ಸಾವಿರಾರು ಕಾರ್ಯಕರ್ತರೊಂದಿಗೆ ಮೆರವಣಿಗೆ ಮೂಲಕ ತಾಲ್ಲೂಕು ಕಚೇರಿಗೆ ಆಗಮಿಸಿ ನಾಮಪತ್ರ ಸಲ್ಲಿಸಿದರು. ಈ ಸಂದರ್ಭದಲ್ಲಿ ಸಂಸದ ಆರ್.ಧ್ರುವನಾರಾಯಣ್, ಮಾಜಿ ಶಾಸಕರು, ಪಕ್ಷದ ಜಿಲ್ಲಾ ಮುಖಂಡರು ಹಾಜರಿದ್ದರು. ನಂತರ ಪಟ್ಟಣದ ಮುಖ್ಯ ಬೀದಿಗಳಲ್ಲಿ ಮೆರವಣಿಗೆ ನಡೆಸಿ ಬಹಿರಂಗ ಸಭೆ ನಡೆಸಲಾಯಿತು. ಜೆಡಿಎಸ್ ಅಭ್ಯರ್ಥಿ ಗುರುಪ್ರಸಾದ್ ಅವರೊಂದಿಗೆ ಬಿಎಸ್‌ಪಿ ಜಿಲ್ಲಾಧ್ಯಕ್ಷರು ಹಾಗೂ ಮುಖಂಡರು ಆಗಮಿಸಿದ್ದರು. [127,1879,573,1984]
continued-body: ಅಲ್ಲದೆ, ಅಂದಿನ ಮಾಜಿ ಬಿ.ಎಸ್.ಯಡಿಯೂರಪ್ಪನವರ ಈ ಒಂದು ಮಾತು ಬರಲಾಗುತ್ತಿದೆ ಎನ್ನಿಸಿತು. ನಮ್ಮ ಮಗ ವಿಜಯೇಂದ್ರ ವರುಣಾ ಕ್ಷೇತ್ರದಲ್ಲಿ ದಾಖಲಾತ್ಯ ಸ್ಪರ್ಧಿಸುವುದಿಲ್ಲ. ಸಾಮಾನ್ಯ ಕಾರ್ಯಕರ್ತನನ್ನು ನಿಲ್ಲಿಸಿ ಗೆಲ್ಲಿಸುತ್ತೇವೆ ಎಂದು ಯಡಿಯೂರಪ್ಪ ನಾಯಕರು ಘೋಷಿಸಿದ್ದರು. ಅವರ ಹೇಳಿಕೆಗೆ ಕಾರ್ಯಕರ್ತರು ಆಕ್ರೋಶ ವ್ಯಕ್ತಪಡಿಸಿದರು. ವಿಜಯೇಂದ್ರರಿಗೆ ಟಿಕೆಟ್ ನೀಡಬೇಕೆಂದು ಒತ್ತಾಯಿಸಿ ಘೋಷಣೆ ಕೂಗಿದರು. ಸಮಾವೇಶದ ವೇದಿಕೆಯಲ್ಲಿ ಗದ್ದಲ ಉಂಟಾಯಿತು. ಪೊಲೀಸರು ಮಧ್ಯಪ್ರವೇಶಿಸಿ ಪರಿಸ್ಥಿತಿಯನ್ನು ನಿಯಂತ್ರಿಸಿದರು. ಕಾರ್ಯಕರ್ತರ ಆಕ್ರೋಶ ತಣಿಸಲು ಮುಖಂಡರು ಹರಸಾಹಸ ಪಟ್ಟರು. ಸಮಾವೇಶದಲ್ಲಿ ಪಕ್ಷದ ಹಿರಿಯ ನಾಯಕರು, ಜಿಲ್ಲಾ ಮುಖಂಡರು ಭಾಗವಹಿಸಿದ್ದರು. ಬಳಿಕ ಕಾರ್ಯಕರ್ತರನ್ನು ಸಮಾಧಾನಪಡಿಸಿದ ನಾಯಕರು ಮುಂದಿನ ದಿನಗಳಲ್ಲಿ ಪಕ್ಷ ಸೂಕ್ತ ನಿರ್ಧಾರ ಕೈಗೊಳ್ಳಲಿದೆ ಎಂದು ಭರವಸೆ ನೀಡಿದರು. ಸಮಾವೇಶಕ್ಕೆ ಆಗಮಿಸಿದ್ದ ಸಾವಿರಾರು ಕಾರ್ಯಕರ್ತರು ನಾಯಕರ ನಡೆಯ ಬಗ್ಗೆ ಅಸಮಾಧಾನ ವ್ಯಕ್ತಪಡಿಸಿದರು. ಇದರಿಂದಾಗಿ ಸಮಾವೇಶದ ಸ್ಥಳ ರಣಾಂಗಣವಾಗಿ ಮಾರ್ಪಟ್ಟಿತ್ತು. ಪಕ್ಷದ ವರಿಷ್ಠರ ವಿರುದ್ಧ ಕಾರ್ಯಕರ್ತರು ಸ್ಥಳದಲ್ಲೇ ಘೋಷಣೆ ಕೂಗಿ ಪ್ರತಿಭಟನೆ ನಡೆಸಿದರು. [885,1210,1436,1345]
bottom-headline: ಯಡಿಯೂರಪ್ಪ ಜೊತೆ ಜಾವ್ಡೇಕರ್, ಮುರಳೀಧರ್ ರಾವ್ ಮಾತುಕತೆ [891,2058,1078,2129]
masthead-title: ಚಾಮರಾಜನಗರ ಮಿತ್ರ [628,80,968,136]
protest-body-b: ಚಾಮರಾಜನಗರ, ಏ.23- ವರುಣಾ ಕ್ಷೇತ್ರದಲ್ಲಿ ಬಿಜೆಪಿ ಅಭ್ಯರ್ಥಿಯಾಗಿ ವಿಜಯೇಂದ್ರ ಅವರಿಗೆ ಕೊನೆಗಳಿಗೆಯಲ್ಲಿ ಟಿಕೆಟ್ ನಿರಾಕರಿಸಿರುವುದನ್ನು ಖಂಡಿಸಿ ನಗರದಲ್ಲಿ ಸೋಮವಾರ ರಾತ್ರಿ ಬಿ.ಎಸ್.ಯಡಿಯೂರಪ್ಪ ಅಭಿಮಾನಿ ಬಳಗ ಮತ್ತು ಕಾರ್ಯಕರ್ತರು ಪ್ರತಿಭಟನೆ ನಡೆಸಿದರು. ಭುವನೇಶ್ವರಿ ವೃತ್ತದಲ್ಲಿ ಜಮಾಯಿಸಿದ ಕಾರ್ಯಕರ್ತರು ಪಕ್ಷದ ವರಿಷ್ಠರ ವಿರುದ್ಧ ಘೋಷಣೆ ಕೂಗಿದರು. ವರುಣಾ ಕ್ಷೇತ್ರದಲ್ಲಿ ವಿಜಯೇಂದ್ರ ಅವರು ಕಳೆದ ಎರಡು ತಿಂಗಳಿನಿಂದ ಪ್ರಚಾರ ನಡೆಸಿದ್ದರು. ಕೊನೆಯ ಕ್ಷಣದಲ್ಲಿ ಟಿಕೆಟ್ ನಿರಾಕರಿಸಿರುವುದು ಸರಿಯಲ್ಲ ಎಂದು ಆಕ್ರೋಶ ವ್ಯಕ್ತಪಡಿಸಿದರು. ಜಿಲ್ಲಾ ಬಿಜೆಪಿ ಮಾಜಿ ಅಧ್ಯಕ್ಷ ಕೆ.ಆರ್.ಮಲ್ಲೇಶ್, ಶಿವಕುಮಾರ್, ಪ್ರಕಾಶ್, ನಟೇಶ್, ಕುಮಾರ್ ಸೇರಿದಂತೆ ನೂರಾರು ಮಂದಿ ಭಾಗವಹಿಸಿದ್ದರು. [1168,977,1436,1127]
continued-label: ಮೊದಲ ಪುಟದಿಂದ [883,1131,1436,1156]
info-rule-bottom [125,181,1436,183]
lead-right-photo [1009,330,1438,510]
lead-left-body-a: ಚಾಮರಾಜನಗರ, ಏ.23- ಬಿಜೆಪಿ ಅಭ್ಯರ್ಥಿ ಹೆಚ್.ಕೆ.ಆರ್.ಮಲ್ಲಿಕಾರ್ಜುನಪ್ಪ ಸೋಮವಾರ ಒಡನಗರ್ ಮತ್ತು ಹೆಗ್ಗೋಟಾರ ಗ್ರಾಮ ಪಂಚಾಯಿತಿ ವ್ಯಾಪ್ತಿಯ ಗ್ರಾಮಗಳಲ್ಲಿ ಬಿರುಸಿನ ಪ್ರಚಾರ ನಡೆಸಿದರು. ಒಡನಗರ್ ಗ್ರಾಮ ವ್ಯಾಪ್ತಿಯ ಒಡನಗರ್, ಬ್ಯಾಡಮೂಡ್ಲು, ಮಂಗಲ, ಯಾನಗಹಳ್ಳಿ, ಮಲೆಯೂರು, ಮಾಲೆಯೂರು, ಬೂದಿತಿಟ್ಟು, ಹೆಗ್ಗೋಟಾರ ಗ್ರಾಮ ಪಂಚಾಯಿತಿ ವ್ಯಾಪ್ತಿಯ ಬೆಂಡರವಾಡಿ, ಮಲ್ಲಯ್ಯನಪುರ, ಬೇಗೂರು, ಭೋಗಾಪುರ ಗ್ರಾಮಗಳಲ್ಲಿ ಮತಯಾಚನೆ ಮಾಡಿದರು. ಕ್ಷೇತ್ರದ ಎಲ್ಲ ಗ್ರಾಮಗಳಲ್ಲಿ ಬಿಜೆಪಿ ಪರವಾದ ಅಲೆ ಇದ್ದು, ಮತದಾರರು ಈ ಬಾರಿ ಬದಲಾವಣೆ ಬಯಸಿದ್ದಾರೆ. ಕೇಂದ್ರದ ಮೋದಿ ಸರ್ಕಾರದ ಜನಪರ ಯೋಜನೆಗಳನ್ನು ಜನರು ಮೆಚ್ಚಿಕೊಂಡಿದ್ದು, ರಾಜ್ಯದಲ್ಲಿಯೂ ಬಿಜೆಪಿ ಅಧಿಕಾರಕ್ಕೆ ಬರುವುದು ನಿಶ್ಚಿತ ಎಂದು ಹೇಳಿದರು. ಈ ಸಂದರ್ಭದಲ್ಲಿ ಪಕ್ಷದ ಮುಖಂಡರು, ಕಾರ್ಯಕರ್ತರು ಹಾಜರಿದ್ದರು. ಯಾವುದೇ ಅಭಿವೃದ್ಧಿ ಮಾಡಿಲ್ಲ ಜಿಲ್ಲಾ ಕೇಂದ್ರವಾದ ಚಾಮರಾಜನಗರ ಹಿಂದುಳಿದ ಕ್ಷೇತ್ರವಾಗಿ ಉಳಿದಿದೆ. ಈ ಬಾರಿ ಜನರು ಬಿಜೆಪಿಗೆ ಆಶೀರ್ವಾದ ಮಾಡಬೇಕು ಎಂದು ಮನವಿ ಮಾಡಿದರು. ಕೆ.ಆರ್.ಮಲ್ಲೇಶ್, ಶಿವಕುಮಾರ್, ನಾಗರಾಜು, ಮಹೇಶ್, ರವಿ, ಸ್ವಾಮಿ, ಮಂಜು ಮತ್ತಿತರರು ಪಾಲ್ಗೊಂಡಿದ್ದರು. ಕಳೆದ ಐದು ವರ್ಷಗಳಲ್ಲಿ ರಾಜ್ಯದ ಕಾಂಗ್ರೆಸ್ ಸರ್ಕಾರ ದುರಾಡಳಿತ ನಡೆಸಿದೆ ಎಂದು ಟೀಕಿಸಿದರು. [127,586,553,766]
protest-photo [1168,849,1438,970]
geetha-headline-line1: ಕಾಂಗ್ರೆಸ್‌ನ ಗೀತಾಮಹದೇವಪ್ರಸಾದ್, ಜೆಡಿಎಸ್- [291,1641,710,1673]
continued-headline: ರಣಾಂಗಣವಾಯ್ತು ನಂ.ಗೂಡು ಬಿಜೆಪಿ ಸಮಾವೇಶ [949,1168,1370,1199]
